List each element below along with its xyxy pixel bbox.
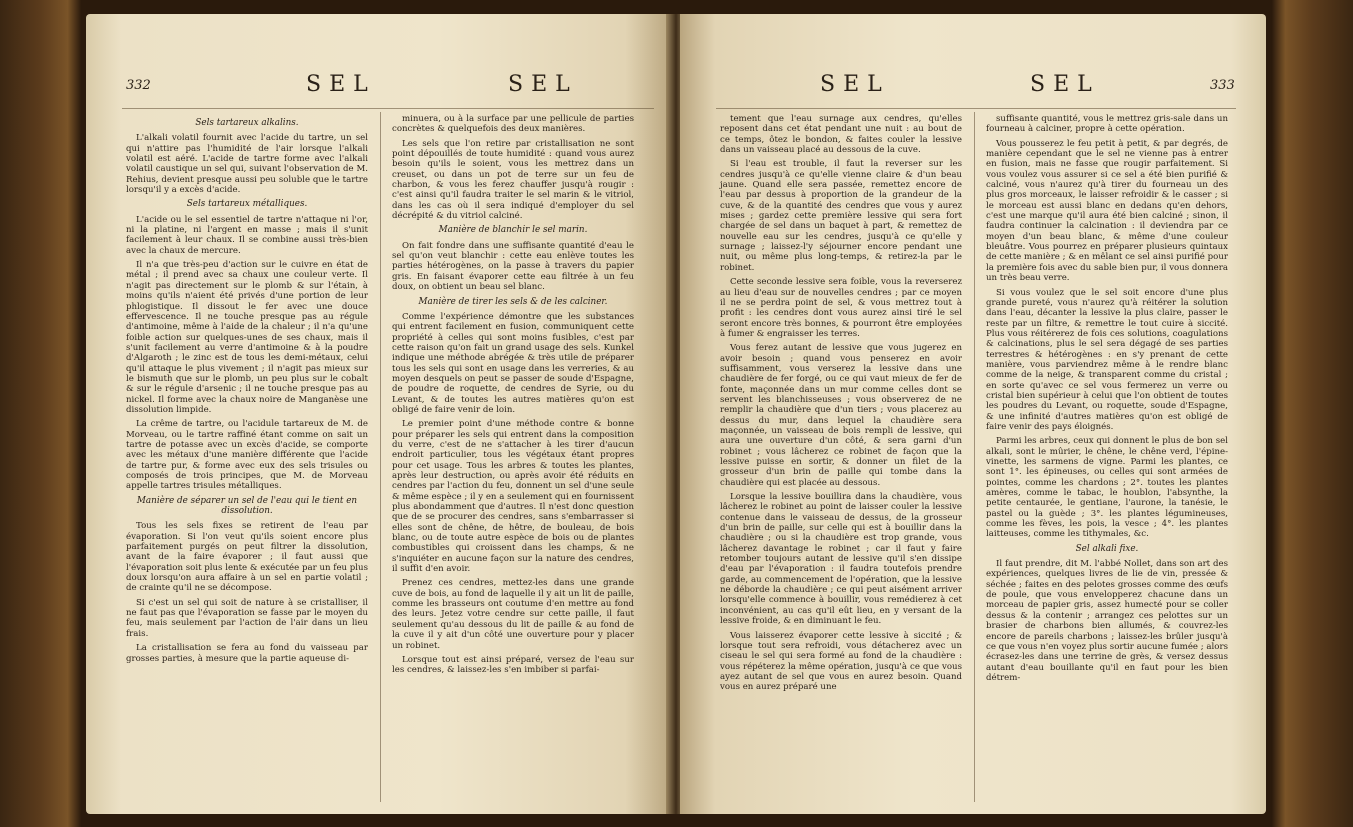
right-page [680,14,1266,814]
left-running-head-2: SEL [508,72,578,97]
paragraph: On fait fondre dans une suffisante quantité d'eau le sel qu'on veut blanchir : cette eau enlève toutes les parties hétérogènes, on la passe à travers du papier gris. En faisant évaporer cette eau filtrée à un feu doux, on obtient un beau sel blanc. [392,240,634,293]
left-page-header [86,72,672,102]
paragraph: Tous les sels fixes se retirent de l'eau par évaporation. Si l'on veut qu'ils soient encore plus parfaitement purgés on peut filtrer la dissolution, avant de la faire évaporer ; il faut aussi que l'évaporation soit plus lente & exécutée par un feu plus doux lorsqu'on aura affaire à un sel en partie volatil ; de crainte qu'il ne se décompose. [126,521,368,594]
section-heading: Sels tartareux alkalins. [195,118,299,128]
paragraph: Vous ferez autant de lessive que vous jugerez en avoir besoin ; quand vous penserez en avoir suffisamment, vous verserez la lessive dans une chaudière de fer forgé, ou ce qui vaut mieux de fer de fonte, maçonnée dans un mur comme celles dont se servent les blanchisseuses ; vous observerez de ne remplir la chaudière que d'un tiers ; vous placerez au dessus du mur, dans lequel la chaudière sera maçonnée, un vaisseau de bois rempli de lessive, qui aura une ouverture d'un côté, & sera garni d'un robinet ; vous lâcherez ce robinet de façon que la lessive puisse en sortir, & donner un filet de la grosseur d'un brin de paille qui tombe dans la chaudière qui est placée au dessous. [720,343,962,488]
left-running-head-1: SEL [306,72,376,97]
left-column-divider [380,112,381,802]
paragraph: Lorsque tout est ainsi préparé, versez de l'eau sur les cendres, & laissez-les s'en imbiber si parfai- [392,654,634,676]
paragraph: Si l'eau est trouble, il faut la reverser sur les cendres jusqu'à ce qu'elle vienne claire & d'un beau jaune. Quand elle sera passée, remettez encore de l'eau par dessus à proportion de la grandeur de la cuve, & de la quantité des cendres que vous y aurez mises ; gardez cette première lessive qui sera fort chargée de sel dans un baquet à part, & remettez de nouvelle eau sur les cendres, jusqu'à ce qu'elle y surnage ; laissez-l'y séjourner encore pendant une nuit, ou même plus long-temps, & retirez-la par le robinet. [720,159,962,273]
paragraph: Si vous voulez que le sel soit encore d'une plus grande pureté, vous n'aurez qu'à réitérer la solution dans l'eau, décanter la lessive la plus claire, passer le reste par un filtre, & remettre le tout cuire à siccité. Plus vous réitérerez de fois ces solutions, coagulations & calcinations, plus le sel sera dégagé de ses parties terrestres & hétérogènes : en s'y prenant de cette manière, vous parviendrez même à le rendre blanc comme de la neige, & transparent comme du cristal ; en sorte qu'avec ce sel vous fermerez un verre ou cristal bien supérieur à celui que l'on obtient de toutes les poudres du Levant, ou roquette, soude d'Espagne, & une infinité d'autres matières qu'on est obligé de faire venir des pays éloignés. [986,287,1228,432]
left-page-number: 332 [126,78,151,93]
section-heading: Sel alkali fixe. [1075,543,1139,554]
paragraph: La cristallisation se fera au fond du vaisseau par grosses parties, à mesure que la partie aqueuse di- [126,643,368,664]
right-header-rule [716,108,1236,109]
paragraph: Le premier point d'une méthode contre & bonne pour préparer les sels qui entrent dans la composition du verre, c'est de ne s'attacher à les tirer d'aucun endroit particulier, tous les végétaux étant propres pour cet usage. Tous les arbres & toutes les plantes, après leur destruction, ou après avoir été réduits en cendres par l'action du feu, donnent un sel d'une seule & même espèce ; il y en a seulement qui en fournissent plus abondamment que d'autres. Il n'est donc question que de se procurer des cendres, sans s'embarrasser si elles sont de chêne, de hêtre, de bouleau, de bois blanc, ou de toute autre espèce de bois ou de plantes combustibles qui croissent dans les champs, & ne s'inquiéter en aucune façon sur la nature des cendres, il suffit d'en avoir. [392,419,634,575]
paragraph: Vous laisserez évaporer cette lessive à siccité ; & lorsque tout sera refroidi, vous détacherez avec un ciseau le sel qui sera formé au fond de la chaudière : vous répéterez la même opération, jusqu'à ce que vous ayez autant de sel que vous en aurez besoin. Quand vous en aurez préparé une [720,630,962,693]
paragraph: Lorsque la lessive bouillira dans la chaudière, vous lâcherez le robinet au point de laisser couler la lessive contenue dans le vaisseau de dessus, de la grosseur d'un brin de paille, sur celle qui est à bouillir dans la chaudière ; ou si la chaudière est trop grande, vous lâcherez davantage le robinet ; car il faut y faire retomber toujours autant de lessive qu'il s'en dissipe d'eau par l'évaporation : il faudra toutefois prendre garde, au commencement de l'opération, que la lessive ne déborde la chaudière ; ce qui peut aisément arriver lorsqu'elle commence à bouillir, vous remédierez à cet inconvénient, au cas qu'il eût lieu, en y versant de la lessive froide, & en diminuant le feu. [720,492,962,627]
paragraph: Il n'a que très-peu d'action sur le cuivre en état de métal ; il prend avec sa chaux une couleur verte. Il n'agit pas directement sur le plomb & sur l'étain, à moins qu'ils n'aient été privés d'une portion de leur phlogistique. Il dissout le fer avec une douce effervescence. Il ne touche presque pas au régule d'antimoine, même à l'aide de la chaleur ; il n'a qu'une foible action sur quelques-unes de ses chaux, mais il s'unit facilement au verre d'antimoine & à la poudre d'Algaroth ; le zinc est de tous les demi-métaux, celui qu'il attaque le plus vivement ; il n'agit pas mieux sur le bismuth que sur le plomb, un peu plus sur le cobalt & sur le régule d'arsenic ; il ne touche presque pas au nickel. Il forme avec la chaux noire de Manganèse une dissolution limpide. [126,260,368,415]
right-page-column-1 [720,114,962,697]
paragraph: Parmi les arbres, ceux qui donnent le plus de bon sel alkali, sont le mûrier, le chêne, le chêne verd, l'épine-vinette, les sarmens de vigne. Parmi les plantes, ce sont 1°. les épineuses, ou celles qui sont armées de pointes, comme les chardons ; 2°. toutes les plantes amères, comme le tabac, le houblon, l'absynthe, la petite centaurée, le gentiane, l'aurone, la tanésie, le pastel ou la guède ; 3°. les plantes légumineuses, comme les fèves, les pois, la vesce ; 4°. les plantes laitteuses, comme les tithymales, &c. [986,436,1228,540]
paragraph: Cette seconde lessive sera foible, vous la reverserez au lieu d'eau sur de nouvelles cendres ; par ce moyen il ne se perdra point de sel, & vous mettrez tout à profit : les cendres dont vous aurez ainsi tiré le sel seront encore très bonnes, & pourront être employées à fumer & engraisser les terres. [720,277,962,339]
paragraph: Prenez ces cendres, mettez-les dans une grande cuve de bois, au fond de laquelle il y ait un lit de paille, comme les brasseurs ont coutume d'en mettre au fond des leurs. Jetez votre cendre sur cette paille, il faut seulement qu'au dessous du lit de paille & au fond de la cuve il y ait d'un côté une ouverture pour y placer un robinet. [392,578,634,651]
right-running-head-2: SEL [1030,72,1100,97]
paragraph: Vous pousserez le feu petit à petit, & par degrés, de manière cependant que le sel ne vienne pas à entrer en fusion, mais ne fasse que rougir parfaitement. Si vous voulez vous assurer si ce sel a été bien purifié & calciné, vous n'aurez qu'à tirer du fourneau un des plus gros morceaux, le laisser refroidir & le casser ; si le morceau est aussi blanc en dedans qu'en dehors, c'est une marque qu'il aura été bien calciné ; sinon, il faudra continuer la calcination : il deviendra par ce moyen d'un beau blanc, & même d'une couleur bleuâtre. Vous pourrez en préparer plusieurs quintaux de cette manière ; & en mêlant ce sel ainsi purifié pour la première fois avec du sable bien pur, il vous donnera un très beau verre. [986,138,1228,284]
paragraph: suffisante quantité, vous le mettrez gris-sale dans un fourneau à calciner, propre à cette opération. [986,114,1228,135]
paragraph: Comme l'expérience démontre que les substances qui entrent facilement en fusion, communiquent cette propriété à celles qui sont moins fusibles, c'est par cette raison qu'on fait un grand usage des sels. Kunkel indique une méthode abrégée & très utile de préparer tous les sels qui sont en usage dans les verreries, & au moyen desquels on peut se passer de soude d'Espagne, de poudre de roquette, de cendres de Syrie, ou du Levant, & de toutes les autres matières qu'on est obligé de faire venir de loin. [392,311,634,415]
right-running-head-1: SEL [820,72,890,97]
paragraph: L'alkali volatil fournit avec l'acide du tartre, un sel qui n'attire pas l'humidité de l'air lorsque l'alkali volatil est aéré. L'acide de tartre forme avec l'alkali volatil caustique un sel qui, suivant l'observation de M. Rehius, devient presque aussi peu soluble que le tartre lorsqu'il y a excès d'acide. [126,133,368,196]
paragraph: Si c'est un sel qui soit de nature à se cristalliser, il ne faut pas que l'évaporation se fasse par le moyen du feu, mais seulement par l'action de l'air dans un lieu frais. [126,597,368,639]
right-page-header [680,72,1266,102]
section-heading: Sels tartareux métalliques. [186,199,308,210]
paragraph: L'acide ou le sel essentiel de tartre n'attaque ni l'or, ni la platine, ni l'argent en masse ; mais il s'unit facilement à leur chaux. Il se combine aussi très-bien avec la chaux de mercure. [126,214,368,256]
paragraph: minuera, ou à la surface par une pellicule de parties concrètes & quelquefois des deux manières. [392,114,634,135]
section-heading: Manière de tirer les sels & de les calciner. [418,296,608,307]
paragraph: Il faut prendre, dit M. l'abbé Nollet, dans son art des expériences, quelques livres de lie de vin, pressée & séchée ; faites en des pelotes grosses comme des œufs de poule, que vous envelopperez chacune dans un morceau de papier gris, assez humecté pour se coller dessus & la contenir ; arrangez ces pelottes sur un brasier de charbons bien allumés, & couvrez-les encore de pareils charbons ; laissez-les brûler jusqu'à ce que vous n'en voyez plus sortir aucune fumée ; alors écrasez-les dans une terrine de grès, & versez dessus autant d'eau bouillante qu'il en faut pour les bien détrem- [986,559,1228,683]
right-page-number: 333 [1210,78,1235,93]
paragraph: Les sels que l'on retire par cristallisation ne sont point dépouillés de toute humidité : quand vous aurez besoin qu'ils le soient, vous les mettrez dans un creuset, ou dans un pot de terre sur un feu de charbon, & vous les ferez chauffer jusqu'à rougir : c'est ainsi qu'il faudra traiter le sel marin & le vitriol, dans les cas où il sera indiqué d'employer du sel décrépité & du vitriol calciné. [392,138,634,222]
left-page [86,14,672,814]
left-page-column-2 [392,114,634,680]
left-page-column-1 [126,114,368,668]
right-column-divider [974,112,975,802]
paragraph: La crême de tartre, ou l'acidule tartareux de M. de Morveau, ou le tartre raffiné étant comme on sait un tartre de potasse avec un excès d'acide, se comporte avec les métaux d'une manière différente que l'acide de tartre pur, & forme avec eux des sels trisules ou composés de trois principes, que M. de Morveau appelle tartres trisules métalliques. [126,419,368,492]
left-header-rule [122,108,654,109]
section-heading: Manière de séparer un sel de l'eau qui le tient en dissolution. [136,495,358,517]
right-page-column-2 [986,114,1228,687]
paragraph: tement que l'eau surnage aux cendres, qu'elles reposent dans cet état pendant une nuit : au bout de ce temps, ôtez le bondon, & faites couler la lessive dans un vaisseau placé au dessous de la cuve. [720,114,962,156]
section-heading: Manière de blanchir le sel marin. [438,225,588,236]
